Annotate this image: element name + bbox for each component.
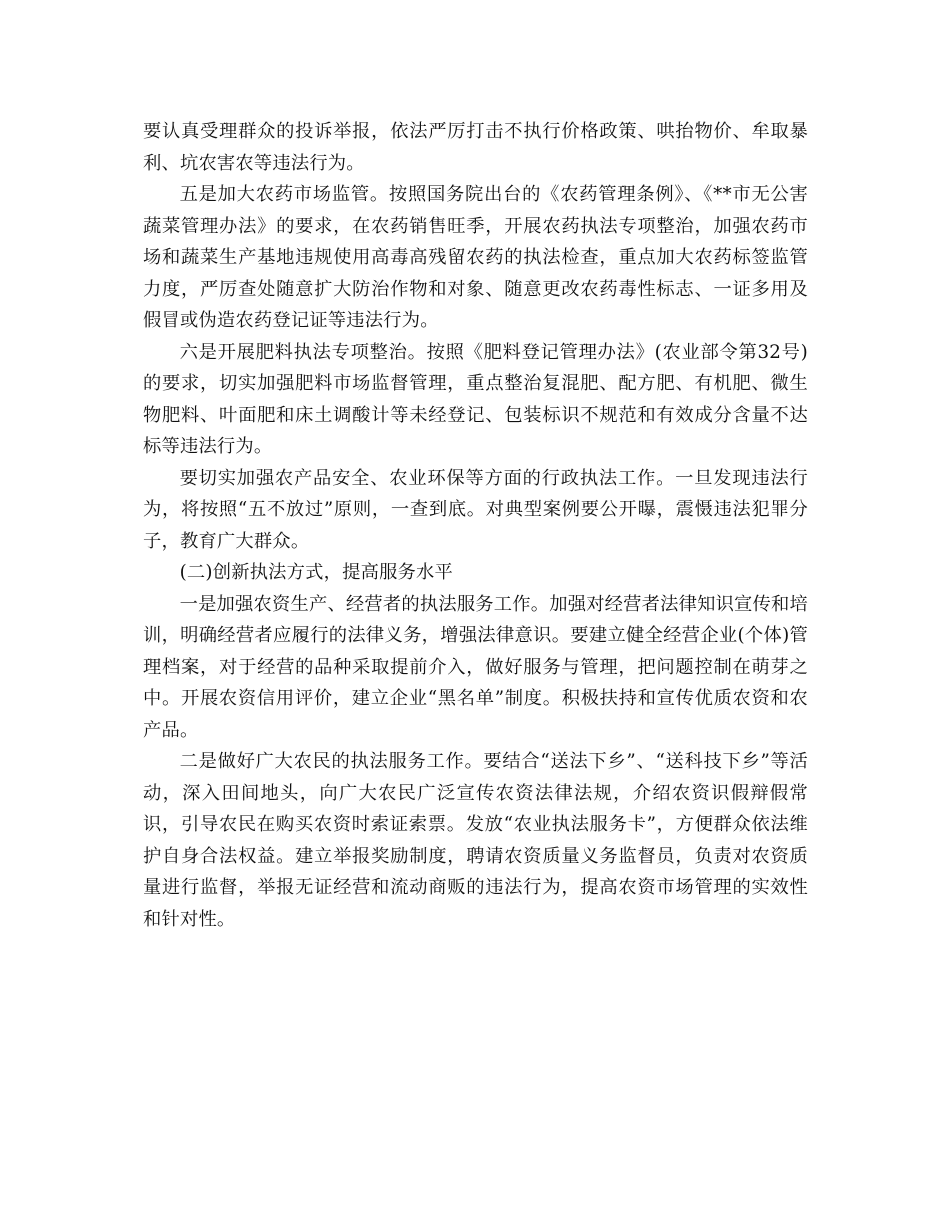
paragraph-7: 二是做好广大农民的执法服务工作。要结合“送法下乡”、“送科技下乡”等活动，深入田间地头，向广大农民广泛宣传农资法律法规，介绍农资识假辩假常识，引导农民在购买农资时索证索票。发放“农业执法服务卡”，方便群众依法维护自身合法权益。建立举报奖励制度，聘请农资质量义务监督员，负责对农资质量进行监督，举报无证经营和流动商贩的违法行为，提高农资市场管理的实效性和针对性。 — [143, 751, 808, 930]
paragraph-1: 要认真受理群众的投诉举报，依法严厉打击不执行价格政策、哄抬物价、牟取暴利、坑农害农等违法行为。 — [143, 121, 808, 174]
paragraph-4: 要切实加强农产品安全、农业环保等方面的行政执法工作。一旦发现违法行为，将按照“五不放过”原则，一查到底。对典型案例要公开曝，震慑违法犯罪分子，教育广大群众。 — [143, 467, 808, 552]
section-heading: (二)创新执法方式，提高服务水平 — [179, 562, 453, 583]
paragraph-2: 五是加大农药市场监管。按照国务院出台的《农药管理条例》、《**市无公害蔬菜管理办法》的要求，在农药销售旺季，开展农药执法专项整治，加强农药市场和蔬菜生产基地违规使用高毒高残留农药的执法检查，重点加大农药标签监管力度，严厉查处随意扩大防治作物和对象、随意更改农药毒性标志、一证多用及假冒或伪造农药登记证等违法行为。 — [143, 184, 808, 331]
paragraph-6: 一是加强农资生产、经营者的执法服务工作。加强对经营者法律知识宣传和培训，明确经营者应履行的法律义务，增强法律意识。要建立健全经营企业(个体)管理档案，对于经营的品种采取提前介入，做好服务与管理，把问题控制在萌芽之中。开展农资信用评价，建立企业“黑名单”制度。积极扶持和宣传优质农资和农产品。 — [143, 593, 808, 741]
document-body — [143, 116, 808, 935]
paragraph-3: 六是开展肥料执法专项整治。按照《肥料登记管理办法》(农业部令第32号)的要求，切实加强肥料市场监督管理，重点整治复混肥、配方肥、有机肥、微生物肥料、叶面肥和床土调酸计等未经登记、包装标识不规范和有效成分含量不达标等违法行为。 — [143, 341, 808, 457]
